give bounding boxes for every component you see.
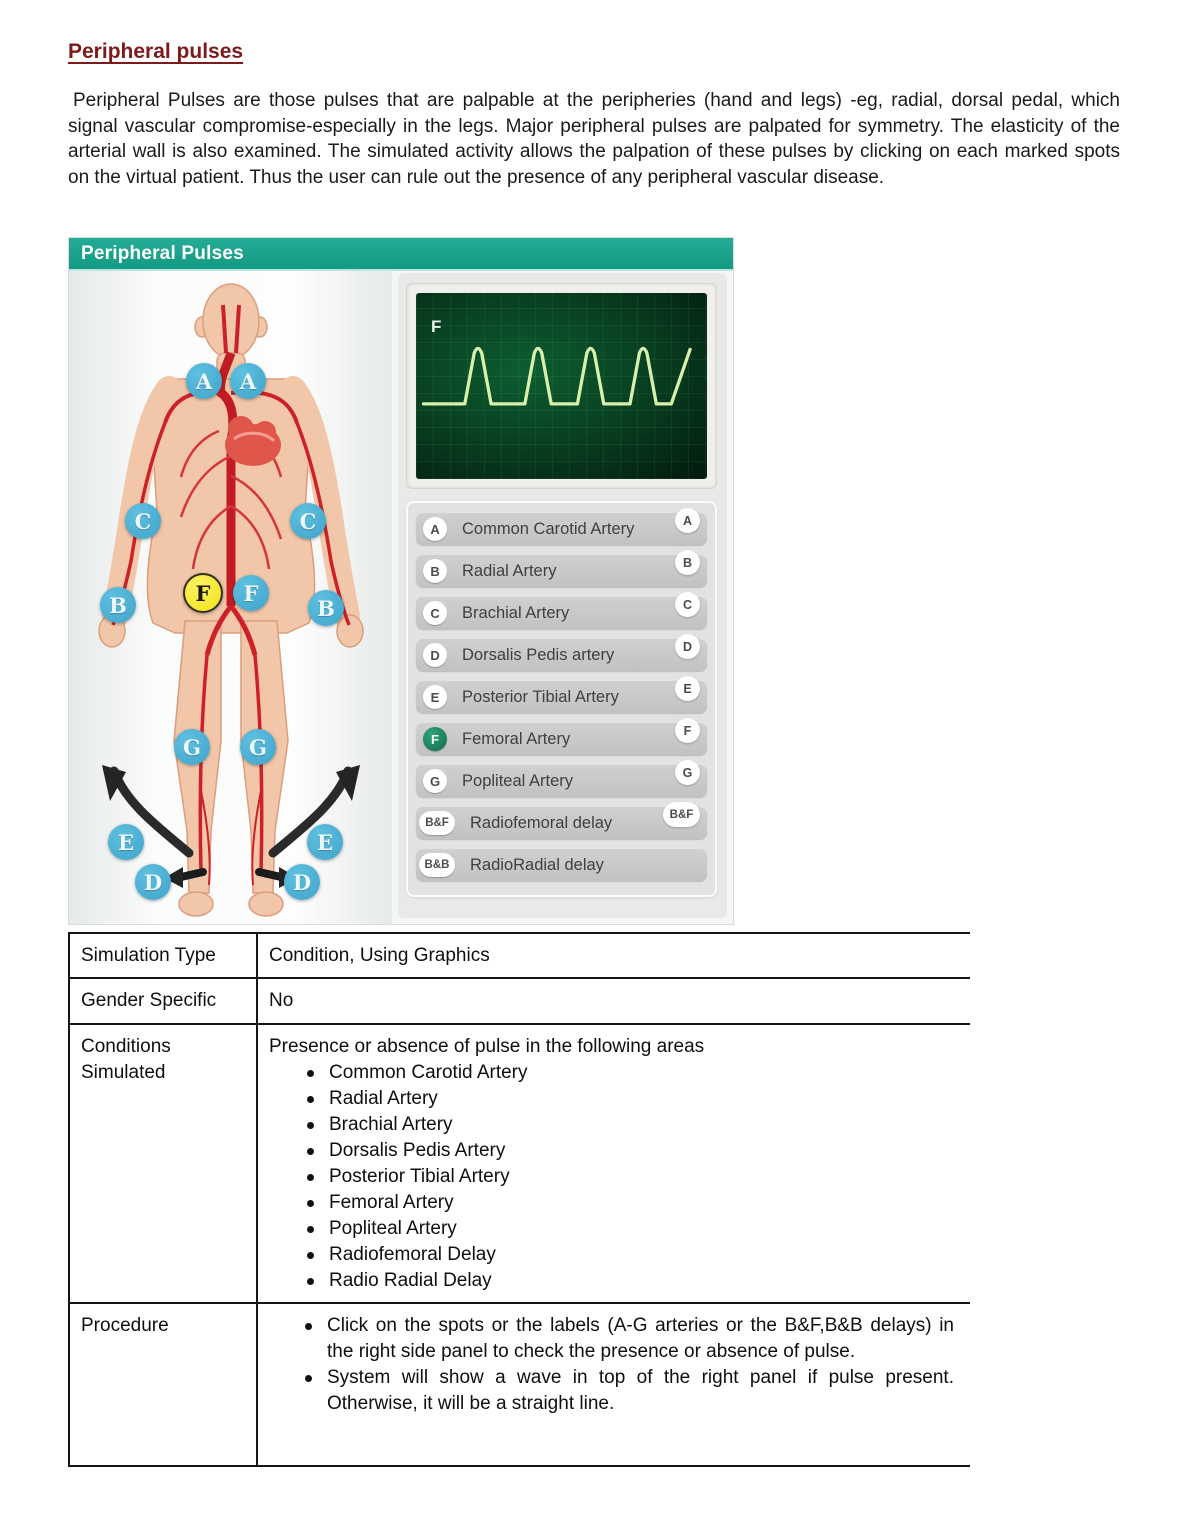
bullet-icon — [305, 1323, 312, 1330]
list-item: Common Carotid Artery — [269, 1060, 960, 1086]
virtual-patient-figure — [69, 271, 392, 924]
pulse-spot-radial-right[interactable]: B — [308, 590, 344, 626]
pulse-spot-brachial-right[interactable]: C — [290, 503, 326, 539]
page-title: Peripheral pulses — [68, 40, 244, 63]
list-item: Dorsalis Pedis Artery — [269, 1138, 960, 1164]
legend-spot-badge[interactable]: C — [675, 592, 700, 617]
simulator-body — [69, 271, 733, 924]
pulse-spot-dorsalis-pedis-right[interactable]: D — [284, 864, 320, 900]
row-label: Simulation Type — [69, 933, 257, 978]
legend-code-badge[interactable]: B&B — [419, 853, 455, 877]
bullet-icon — [307, 1122, 314, 1129]
bullet-icon — [307, 1096, 314, 1103]
bullet-icon — [307, 1174, 314, 1181]
pulse-monitor-frame — [406, 283, 717, 489]
list-item: Radiofemoral Delay — [269, 1242, 960, 1268]
legend-label: Radial Artery — [462, 561, 557, 580]
pulse-spot-brachial-left[interactable]: C — [125, 503, 161, 539]
conditions-list — [269, 1060, 960, 1294]
legend-label: Popliteal Artery — [462, 771, 573, 790]
legend-row-dorsalis-pedis[interactable] — [416, 639, 707, 671]
bullet-icon — [307, 1252, 314, 1259]
row-value — [257, 1303, 970, 1466]
legend-row-radial[interactable] — [416, 555, 707, 587]
waveform-signal-label: F — [431, 317, 442, 336]
list-item: Popliteal Artery — [269, 1216, 960, 1242]
pulse-spot-radial-left[interactable]: B — [100, 587, 136, 623]
row-label: Gender Specific — [69, 978, 257, 1024]
pulse-spot-carotid-left[interactable]: A — [186, 363, 222, 399]
row-value: No — [257, 978, 970, 1024]
procedure-list — [269, 1313, 960, 1417]
list-item: Brachial Artery — [269, 1112, 960, 1138]
legend-code-badge[interactable]: B — [423, 559, 447, 583]
legend-row-brachial[interactable] — [416, 597, 707, 629]
legend-label: Radiofemoral delay — [470, 813, 613, 832]
legend-code-badge[interactable]: E — [423, 685, 447, 709]
legend-code-badge[interactable]: D — [423, 643, 447, 667]
legend-code-badge[interactable]: G — [423, 769, 447, 793]
legend-code-badge[interactable]: B&F — [419, 811, 455, 835]
pulse-spot-popliteal-right[interactable]: G — [240, 729, 276, 765]
legend-spot-badge[interactable]: E — [675, 676, 700, 701]
list-item: Radial Artery — [269, 1086, 960, 1112]
legend-label: Brachial Artery — [462, 603, 570, 622]
list-item: Femoral Artery — [269, 1190, 960, 1216]
table-row-gender-specific — [69, 978, 970, 1024]
legend-spot-badge[interactable]: G — [675, 760, 700, 785]
simulator-title: Peripheral Pulses — [81, 242, 244, 264]
legend-spot-badge[interactable]: F — [675, 718, 700, 743]
bullet-icon — [307, 1200, 314, 1207]
list-item: Click on the spots or the labels (A-G arteries or the B&F,B&B delays) in the right side panel to check the presence or absence of pulse. — [269, 1313, 960, 1365]
legend-row-common-carotid[interactable] — [416, 513, 707, 545]
legend-spot-badge[interactable]: B — [675, 550, 700, 575]
bullet-icon — [305, 1375, 312, 1382]
pulse-waveform-screen — [416, 293, 707, 479]
legend-row-femoral-selected[interactable] — [416, 723, 707, 755]
row-value — [257, 1024, 970, 1303]
table-row-procedure — [69, 1303, 970, 1466]
row-value: Condition, Using Graphics — [257, 933, 970, 978]
bullet-icon — [307, 1070, 314, 1077]
artery-legend — [406, 501, 717, 897]
conditions-intro: Presence or absence of pulse in the following areas — [269, 1036, 705, 1057]
row-label: Procedure — [69, 1303, 257, 1466]
legend-row-radiofemoral-delay[interactable] — [416, 807, 707, 839]
pulse-spot-posterior-tibial-left[interactable]: E — [108, 824, 144, 860]
legend-row-posterior-tibial[interactable] — [416, 681, 707, 713]
simulator-header — [69, 238, 733, 271]
table-row-conditions-simulated — [69, 1024, 970, 1303]
table-row-simulation-type — [69, 933, 970, 978]
legend-label: Dorsalis Pedis artery — [462, 645, 615, 664]
legend-spot-badge[interactable]: B&F — [663, 802, 700, 827]
legend-label: Common Carotid Artery — [462, 519, 635, 538]
legend-label: Posterior Tibial Artery — [462, 687, 619, 706]
legend-code-badge[interactable]: C — [423, 601, 447, 625]
intro-paragraph: Peripheral Pulses are those pulses that are palpable at the peripheries (hand and legs) -eg, radial, dorsal pedal, which signal vascular compromise-especially in the legs. Major peripheral pulses are palpated for symmetry. The elasticity of the arterial wall is also examined. The simulated activity allows the palpation of these pulses by clicking on each marked spots on the virtual patient. Thus the user can rule out the presence of any peripheral vascular disease. — [68, 90, 1120, 188]
legend-spot-badge[interactable]: A — [675, 508, 700, 533]
list-item: Radio Radial Delay — [269, 1268, 960, 1294]
legend-spot-badge[interactable]: D — [675, 634, 700, 659]
pulse-spot-carotid-right[interactable]: A — [230, 363, 266, 399]
legend-code-badge[interactable]: A — [423, 517, 447, 541]
legend-label: RadioRadial delay — [470, 855, 604, 874]
simulation-spec-table — [68, 932, 970, 1467]
bullet-icon — [307, 1226, 314, 1233]
pulse-spot-femoral-right[interactable]: F — [233, 575, 269, 611]
pulse-spot-posterior-tibial-right[interactable]: E — [307, 824, 343, 860]
pulse-panel — [398, 273, 727, 918]
pulse-spot-dorsalis-pedis-left[interactable]: D — [135, 864, 171, 900]
legend-row-popliteal[interactable] — [416, 765, 707, 797]
simulator-screenshot — [68, 237, 734, 925]
legend-label: Femoral Artery — [462, 729, 571, 748]
row-label: Conditions Simulated — [69, 1024, 257, 1303]
list-item: Posterior Tibial Artery — [269, 1164, 960, 1190]
bullet-icon — [307, 1278, 314, 1285]
pulse-waveform — [416, 293, 707, 479]
bullet-icon — [307, 1148, 314, 1155]
list-item: System will show a wave in top of the right panel if pulse present. Otherwise, it will be a straight line. — [269, 1365, 960, 1417]
pulse-spot-femoral-left-selected[interactable]: F — [183, 573, 223, 613]
legend-row-radioradial-delay[interactable] — [416, 849, 707, 881]
pulse-spot-popliteal-left[interactable]: G — [174, 729, 210, 765]
legend-code-badge-selected[interactable]: F — [423, 727, 447, 751]
